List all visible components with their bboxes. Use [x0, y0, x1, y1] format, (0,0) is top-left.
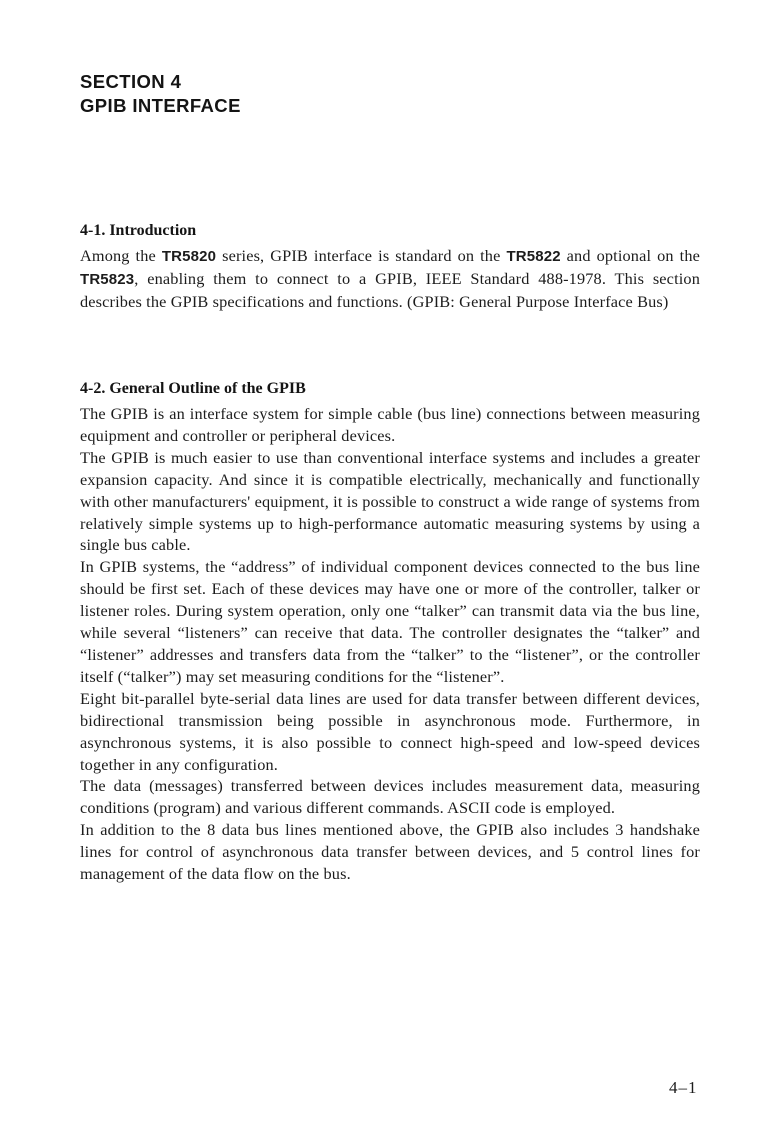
outline-paragraph: The GPIB is an interface system for simple cable (bus line) connections between measuring equipment and controller or peripheral devices. [80, 404, 700, 445]
general-outline-section [80, 378, 700, 885]
model-tr5820: TR5820 [161, 248, 217, 265]
outline-paragraph: In GPIB systems, the “address” of individual component devices connected to the bus line should be first set. Each of these devices may have one or more of the controller, talker or listener roles. During system operation, only one “talker” can transmit data via the bus line, while several “listeners” can receive that data. The controller designates the “talker” and “listener” addresses and transfers data from the “talker” to the “listener”, or the controller itself (“talker”) may set measuring conditions for the “listener”. [80, 557, 700, 686]
outline-paragraph: Eight bit-parallel byte-serial data lines are used for data transfer between different devices, bidirectional transmission being possible in asynchronous mode. Furthermore, in asynchronous systems, it is also possible to connect high-speed and low-speed devices together in any configuration. [80, 688, 700, 774]
outline-paragraph: The GPIB is much easier to use than conventional interface systems and includes a greater expansion capacity. And since it is compatible electrically, mechanically and functionally with other manufacturers' equipment, it is possible to construct a wide range of systems from relatively simple systems up to high-performance automatic measuring systems by using a single bus cable. [80, 447, 700, 555]
intro-text-4: , enabling them to connect to a GPIB, IEEE Standard 488-1978. This section describes the GPIB specifications and functions. (GPIB: General Purpose Interface Bus) [80, 268, 700, 311]
section-number: SECTION 4 [80, 71, 182, 92]
intro-text-2: series, GPIB interface is standard on the [216, 246, 507, 265]
model-tr5823: TR5823 [80, 270, 135, 288]
introduction-paragraph [80, 245, 700, 313]
outline-paragraph: The data (messages) transferred between devices includes measurement data, measuring conditions (program) and various different commands. ASCII code is employed. [80, 776, 700, 818]
page-number: 4–1 [669, 1078, 698, 1097]
intro-text-3: and optional on the [560, 246, 700, 265]
outline-paragraph: In addition to the 8 data bus lines mentioned above, the GPIB also includes 3 handshake lines for control of asynchronous data transfer between devices, and 5 control lines for management of the data flow on the bus. [80, 820, 700, 884]
introduction-section [80, 220, 700, 313]
general-outline-heading: 4-2. General Outline of the GPIB [80, 380, 306, 397]
intro-text-1: Among the [80, 246, 162, 265]
model-tr5822: TR5822 [506, 248, 561, 265]
section-title: GPIB INTERFACE [80, 95, 241, 116]
section-heading [80, 70, 241, 118]
introduction-heading: 4-1. Introduction [80, 222, 197, 239]
